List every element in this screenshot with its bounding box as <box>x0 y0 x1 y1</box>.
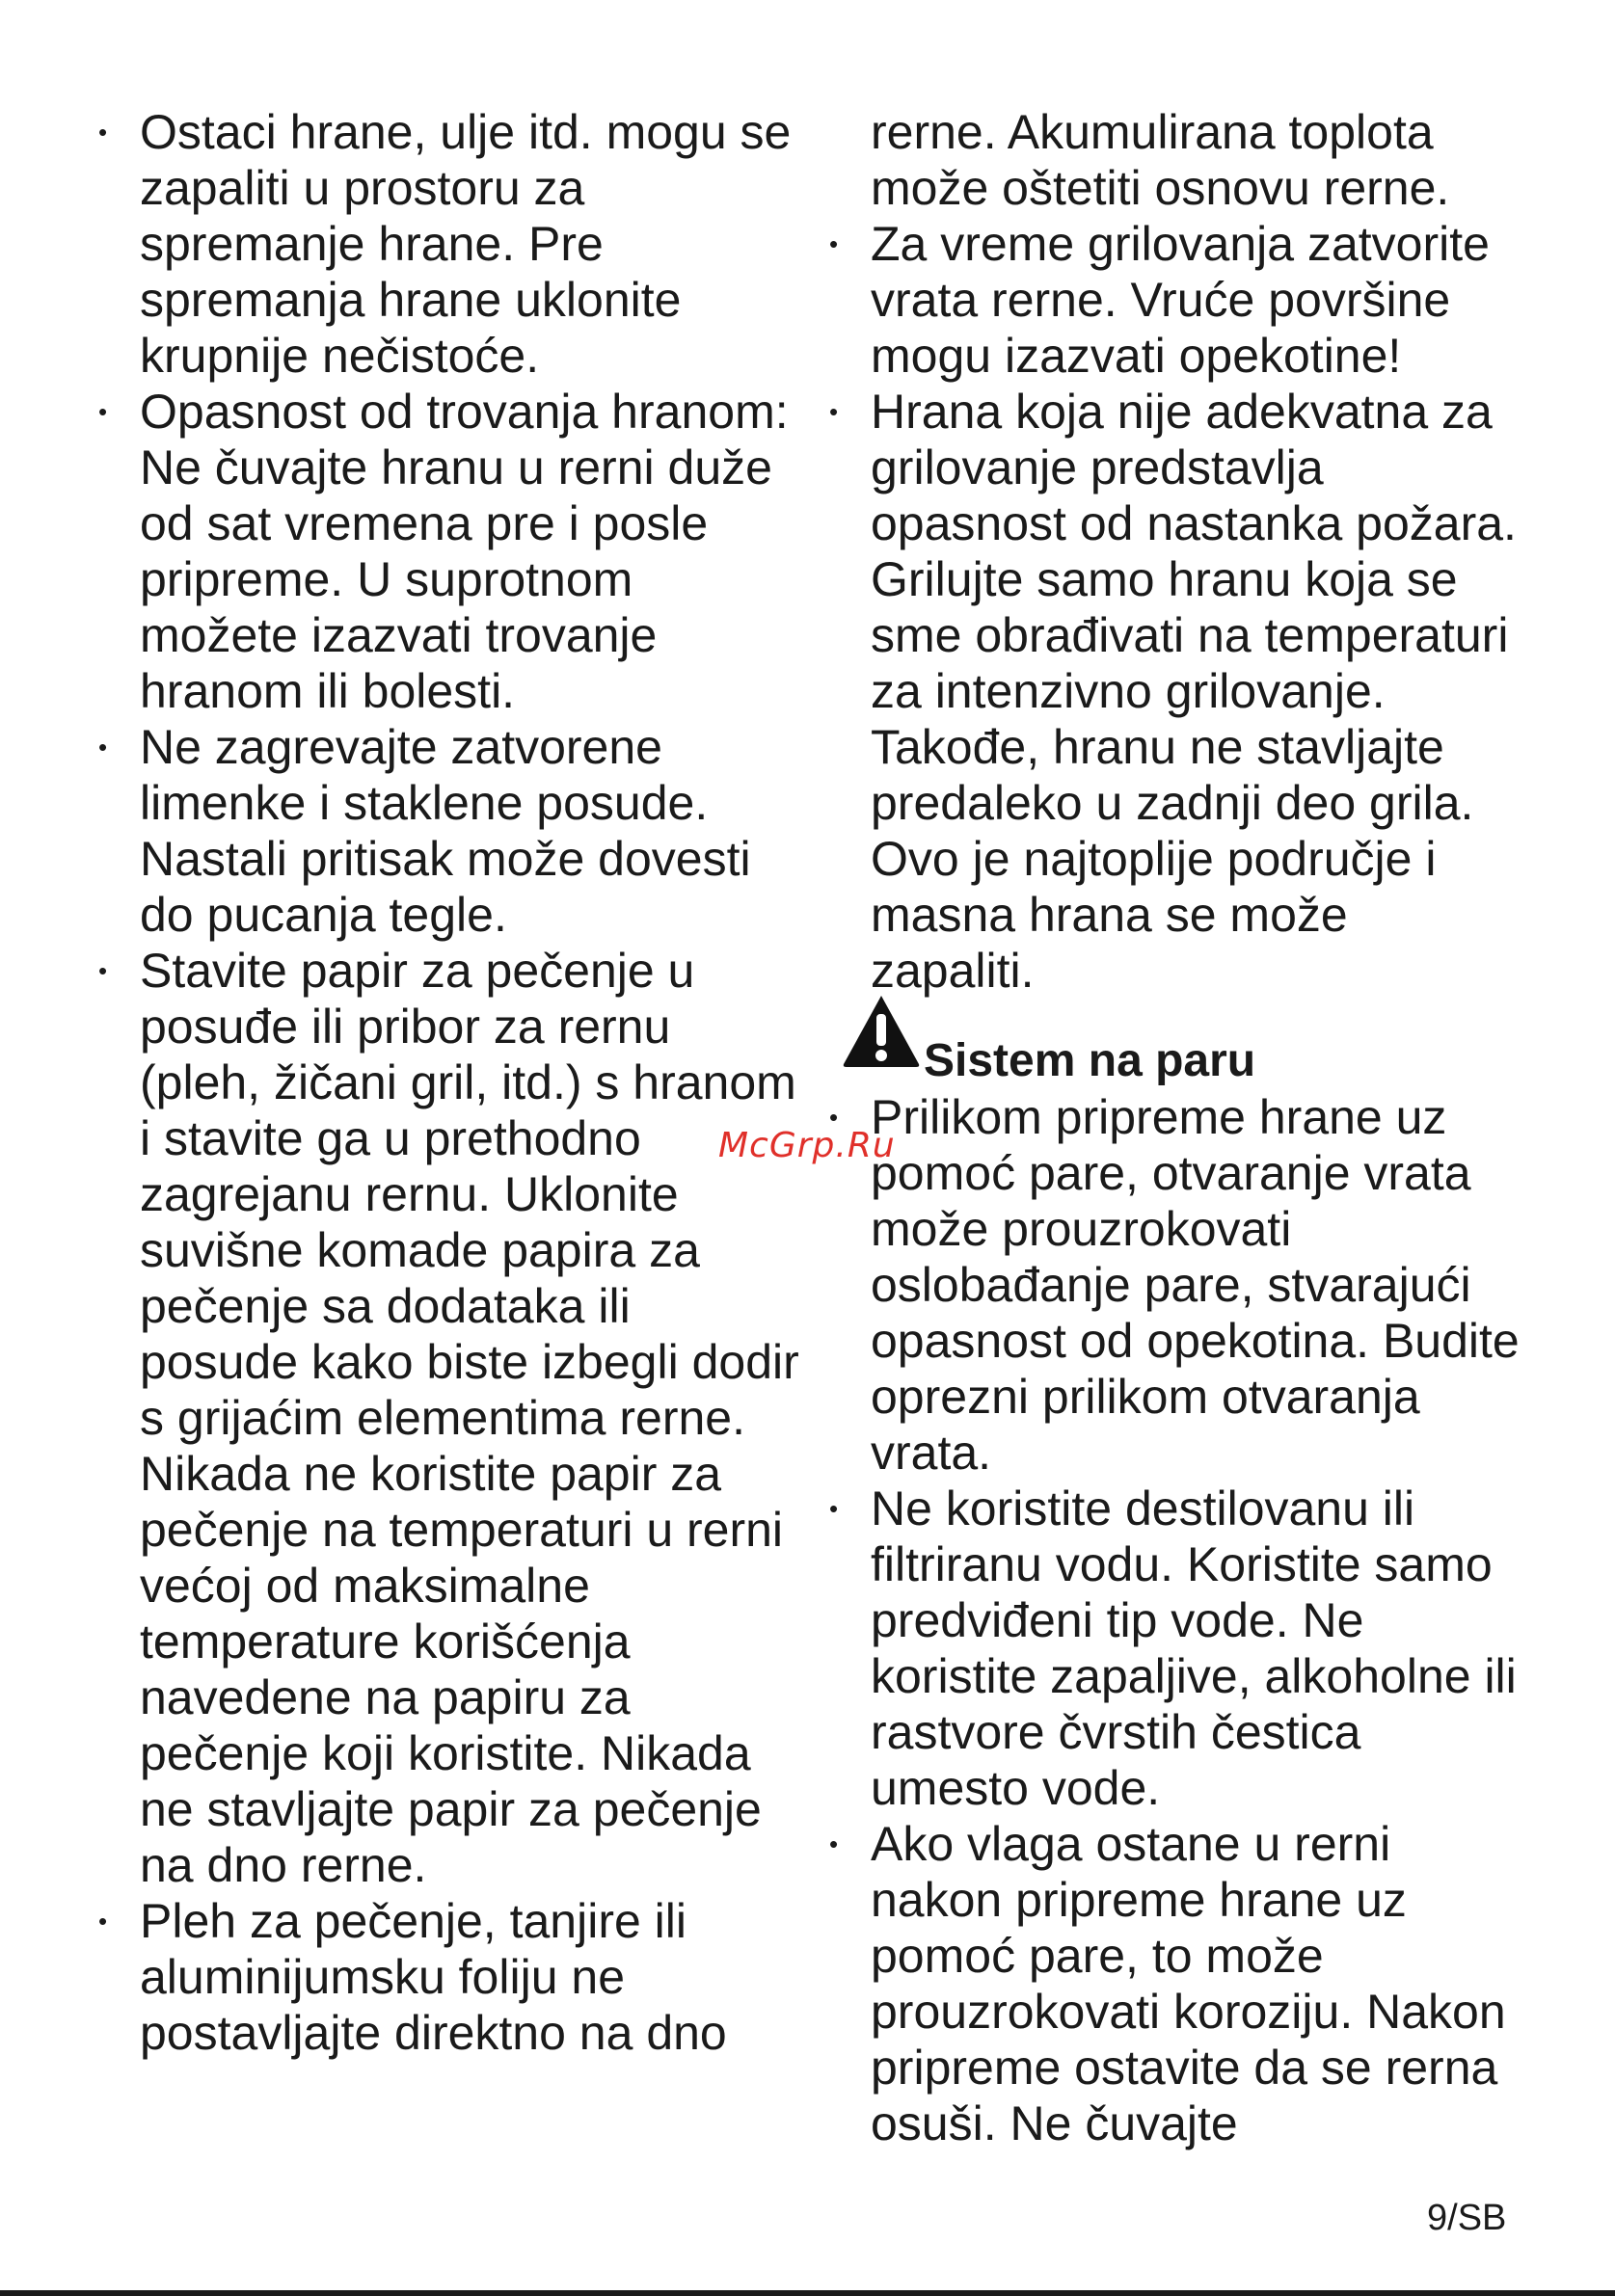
section-heading <box>827 1033 1521 1089</box>
right-column <box>827 104 1521 2151</box>
list-item: • Stavite papir za pečenje u posuđe ili pribor za rernu (pleh, žičani gril, itd.) s hranom i stavite ga u prethodno zagrejanu rernu. Uklonite suvišne komade papira za pečenje sa dodataka ili posude kako biste izbegli dodir s grijaćim elementima rerne. Nikada ne koristite papir za pečenje na temperaturi u rerni većoj od maksimalne temperature korišćenja navedene na papiru za pečenje koji koristite. Nikada ne stavljajte papir za pečenje na dno rerne. <box>96 943 800 1893</box>
list-item: • Pleh za pečenje, tanjire ili aluminijumsku foliju ne postavljajte direktno na dno <box>96 1893 800 2061</box>
list-item: • Opasnost od trovanja hranom: Ne čuvajte hranu u rerni duže od sat vremena pre i posle pripreme. U suprotnom možete izazvati trovanje hranom ili bolesti. <box>96 384 800 719</box>
list-item: • Ne koristite destilovanu ili filtriranu vodu. Koristite samo predviđeni tip vode. Ne koristite zapaljive, alkoholne ili rastvore čvrstih čestica umesto vode. <box>827 1481 1521 1816</box>
list-item: • Prilikom pripreme hrane uz pomoć pare, otvaranje vrata može prouzrokovati oslobađanje pare, stvarajući opasnost od opekotina. Budite oprezni prilikom otvaranja vrata. <box>827 1089 1521 1481</box>
watermark: McGrp.Ru <box>718 1126 896 1165</box>
continuation-text: rerne. Akumulirana toplota može oštetiti osnovu rerne. <box>871 105 1450 215</box>
list-item: • Ostaci hrane, ulje itd. mogu se zapaliti u prostoru za spremanje hrane. Pre spremanja hrane uklonite krupnije nečistoće. <box>96 104 800 384</box>
warning-triangle-icon <box>841 993 922 1068</box>
list-item: • Ne zagrevajte zatvorene limenke i staklene posude. Nastali pritisak može dovesti do pucanja tegle. <box>96 719 800 943</box>
section-heading-text: Sistem na paru <box>924 1035 1256 1086</box>
list-item: • Ako vlaga ostane u rerni nakon pripreme hrane uz pomoć pare, to može prouzrokovati koroziju. Nakon pripreme ostavite da se rerna osuši. Ne čuvajte <box>827 1816 1521 2151</box>
list-item: • Za vreme grilovanja zatvorite vrata rerne. Vruće površine mogu izazvati opekotine! <box>827 216 1521 384</box>
page-number: 9/SB <box>1427 2198 1507 2238</box>
left-column <box>96 104 800 2061</box>
list-item: • Hrana koja nije adekvatna za grilovanje predstavlja opasnost od nastanka požara. Grilujte samo hranu koja se sme obrađivati na temperaturi za intenzivno grilovanje. Takođe, hranu ne stavljajte predaleko u zadnji deo grila. Ovo je najtoplije područje i masna hrana se može zapaliti. <box>827 384 1521 999</box>
bottom-rule <box>0 2290 1615 2296</box>
